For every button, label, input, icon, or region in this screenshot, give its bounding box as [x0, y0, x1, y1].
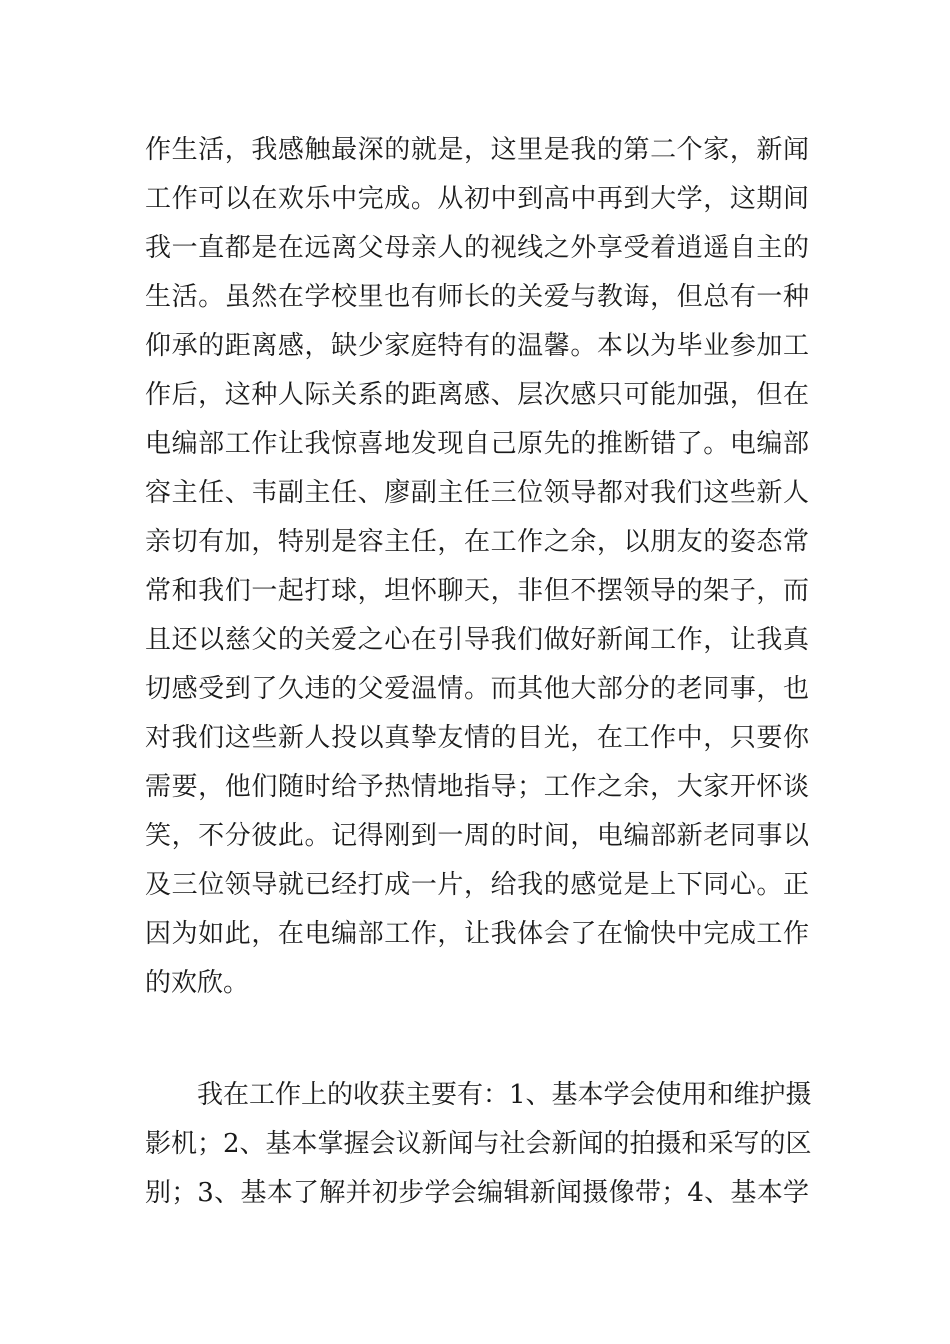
text-line: 的欢欣。 — [145, 968, 250, 998]
text-line: 作后，这种人际关系的距离感、层次感只可能加强，但在 — [145, 380, 809, 410]
text-line: 对我们这些新人投以真挚友情的目光，在工作中，只要你 — [145, 723, 809, 753]
body-paragraph-1 — [145, 126, 809, 1008]
text-line: 仰承的距离感，缺少家庭特有的温馨。本以为毕业参加工 — [145, 331, 809, 361]
text-line: 别；3、基本了解并初步学会编辑新闻摄像带；4、基本学 — [145, 1178, 809, 1208]
text-line: 常和我们一起打球，坦怀聊天，非但不摆领导的架子，而 — [145, 576, 809, 606]
text-line: 容主任、韦副主任、廖副主任三位领导都对我们这些新人 — [145, 478, 809, 508]
text-line: 生活。虽然在学校里也有师长的关爱与教诲，但总有一种 — [145, 282, 809, 312]
text-line: 影机；2、基本掌握会议新闻与社会新闻的拍摄和采写的区 — [145, 1129, 812, 1159]
text-line: 且还以慈父的关爱之心在引导我们做好新闻工作，让我真 — [145, 625, 809, 655]
text-line: 作生活，我感触最深的就是，这里是我的第二个家，新闻 — [145, 135, 809, 165]
text-line: 需要，他们随时给予热情地指导；工作之余，大家开怀谈 — [145, 772, 809, 802]
text-line: 电编部工作让我惊喜地发现自己原先的推断错了。电编部 — [145, 429, 809, 459]
text-line: 我在工作上的收获主要有：1、基本学会使用和维护摄 — [197, 1080, 812, 1110]
text-line: 我一直都是在远离父母亲人的视线之外享受着逍遥自主的 — [145, 233, 809, 263]
text-line: 工作可以在欢乐中完成。从初中到高中再到大学，这期间 — [145, 184, 809, 214]
text-line: 因为如此，在电编部工作，让我体会了在愉快中完成工作 — [145, 919, 809, 949]
text-line: 及三位领导就已经打成一片，给我的感觉是上下同心。正 — [145, 870, 809, 900]
text-line: 亲切有加，特别是容主任，在工作之余，以朋友的姿态常 — [145, 527, 809, 557]
text-line: 切感受到了久违的父爱温情。而其他大部分的老同事，也 — [145, 674, 809, 704]
body-paragraph-2 — [145, 1071, 812, 1218]
text-line: 笑，不分彼此。记得刚到一周的时间，电编部新老同事以 — [145, 821, 809, 851]
